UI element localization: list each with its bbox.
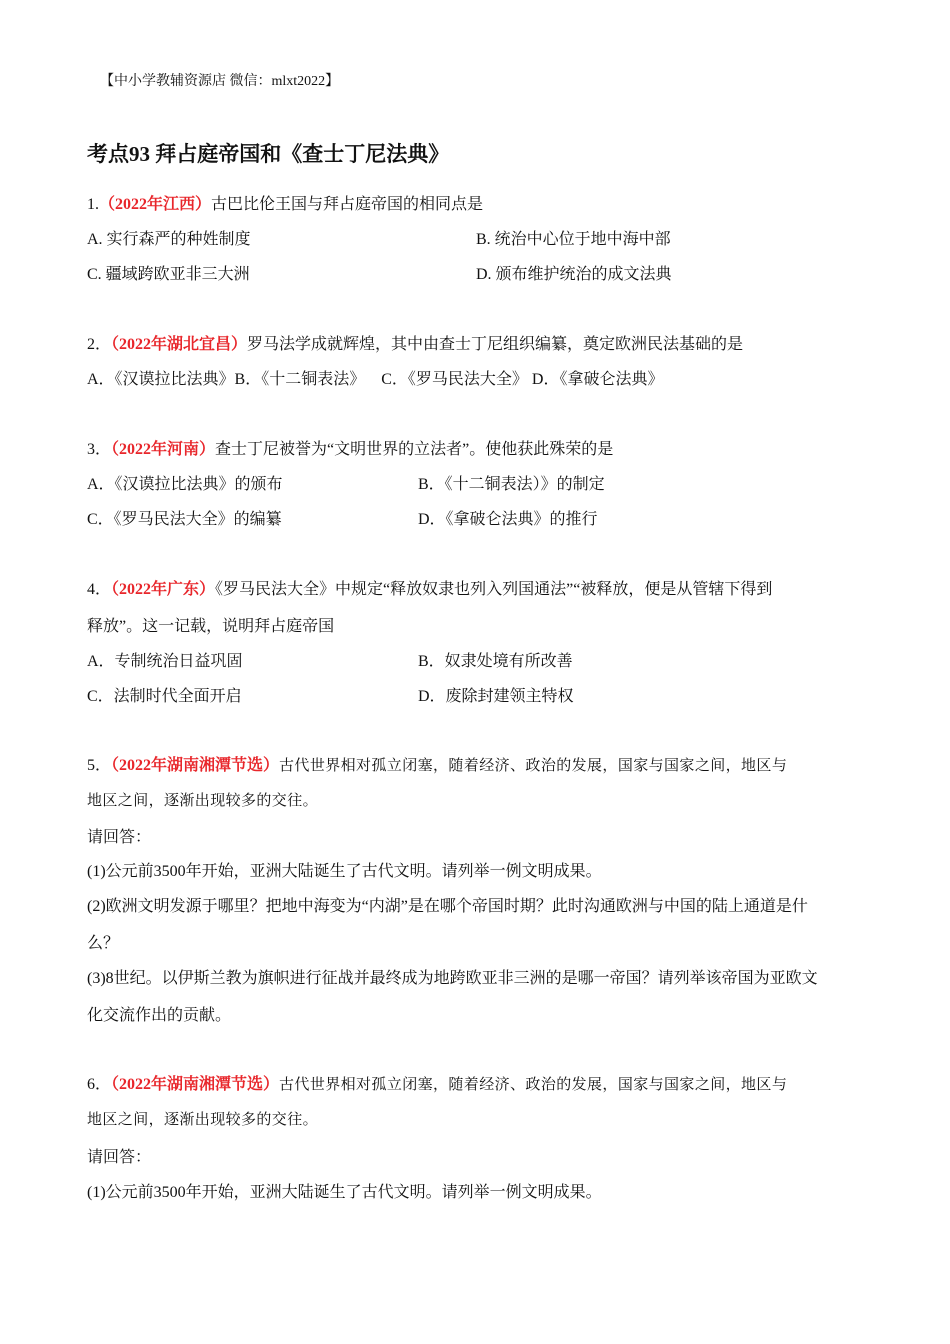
question-stem: 《罗马民法大全》中规定“释放奴隶也列入列国通法”“被释放，便是从管辖下得到 bbox=[215, 581, 773, 598]
question-number: 6． bbox=[87, 1076, 112, 1093]
question-number: 5． bbox=[87, 757, 112, 774]
option-d: D．《拿破仑法典》的推行 bbox=[418, 511, 598, 528]
question-3 bbox=[87, 436, 613, 459]
option-b: B. 统治中心位于地中海中部 bbox=[476, 231, 671, 248]
question-source: （2022年江西） bbox=[99, 196, 212, 213]
question-source: （2022年湖南湘潭节选） bbox=[111, 757, 280, 774]
option-a: A. 实行森严的种姓制度 bbox=[87, 231, 251, 248]
question-source: （2022年湖南湘潭节选） bbox=[111, 1076, 280, 1093]
question-2 bbox=[87, 331, 743, 354]
option-b: B．《十二铜表法）》的制定 bbox=[418, 476, 605, 493]
question-stem-continued: 地区之间，逐渐出现较多的交往。 bbox=[87, 793, 319, 809]
question-stem: 古代世界相对孤立闭塞，随着经济、政治的发展，国家与国家之间，地区与 bbox=[279, 1077, 788, 1093]
question-5 bbox=[87, 752, 787, 775]
question-stem: 古巴比伦王国与拜占庭帝国的相同点是 bbox=[211, 196, 484, 213]
question-source: （2022年河南） bbox=[111, 441, 216, 458]
question-1 bbox=[87, 191, 483, 214]
question-6 bbox=[87, 1071, 787, 1094]
option-d: D．废除封建领主特权 bbox=[418, 688, 574, 705]
question-source: （2022年湖北宜昌） bbox=[111, 336, 248, 353]
question-4 bbox=[87, 576, 772, 599]
option-c: C．《罗马民法大全》的编纂 bbox=[87, 511, 282, 528]
question-number: 3． bbox=[87, 441, 112, 458]
sub-question-2-continued: 么？ bbox=[87, 935, 120, 952]
page-title: 考点93 拜占庭帝国和《查士丁尼法典》 bbox=[87, 142, 450, 166]
sub-question-1: (1)公元前3500年开始，亚洲大陆诞生了古代文明。请列举一例文明成果。 bbox=[87, 863, 602, 880]
sub-question-1: (1)公元前3500年开始，亚洲大陆诞生了古代文明。请列举一例文明成果。 bbox=[87, 1184, 602, 1201]
option-d: D. 颁布维护统治的成文法典 bbox=[476, 266, 672, 283]
answer-prompt: 请回答： bbox=[87, 1149, 152, 1166]
question-stem-continued: 地区之间，逐渐出现较多的交往。 bbox=[87, 1112, 319, 1128]
shop-header: 【中小学教辅资源店 微信：mlxt2022】 bbox=[100, 74, 340, 89]
question-stem-continued: 释放”。这一记载，说明拜占庭帝国 bbox=[87, 618, 335, 635]
question-source: （2022年广东） bbox=[111, 581, 216, 598]
option-b: B．奴隶处境有所改善 bbox=[418, 653, 573, 670]
question-number: 4． bbox=[87, 581, 112, 598]
question-stem: 古代世界相对孤立闭塞，随着经济、政治的发展，国家与国家之间，地区与 bbox=[279, 758, 788, 774]
sub-question-2: (2)欧洲文明发源于哪里？把地中海变为“内湖”是在哪个帝国时期？此时沟通欧洲与中国的陆上通道是什 bbox=[87, 898, 808, 915]
option-c: C．法制时代全面开启 bbox=[87, 688, 242, 705]
question-stem: 罗马法学成就辉煌，其中由查士丁尼组织编纂，奠定欧洲民法基础的是 bbox=[247, 336, 744, 353]
question-number: 2． bbox=[87, 336, 112, 353]
question-number: 1. bbox=[87, 196, 99, 213]
option-a: A．专制统治日益巩固 bbox=[87, 653, 243, 670]
option-c: C. 疆域跨欧亚非三大洲 bbox=[87, 266, 250, 283]
sub-question-3: (3)8世纪。以伊斯兰教为旗帜进行征战并最终成为地跨欧亚非三洲的是哪一帝国？请列举该帝国为亚欧文 bbox=[87, 970, 818, 987]
option-a: A．《汉谟拉比法典》的颁布 bbox=[87, 476, 283, 493]
answer-prompt: 请回答： bbox=[87, 829, 152, 846]
question-stem: 查士丁尼被誉为“文明世界的立法者”。使他获此殊荣的是 bbox=[215, 441, 614, 458]
options-row: A．《汉谟拉比法典》B．《十二铜表法》 C．《罗马民法大全》 D．《拿破仑法典》 bbox=[87, 371, 664, 388]
sub-question-3-continued: 化交流作出的贡献。 bbox=[87, 1007, 232, 1024]
